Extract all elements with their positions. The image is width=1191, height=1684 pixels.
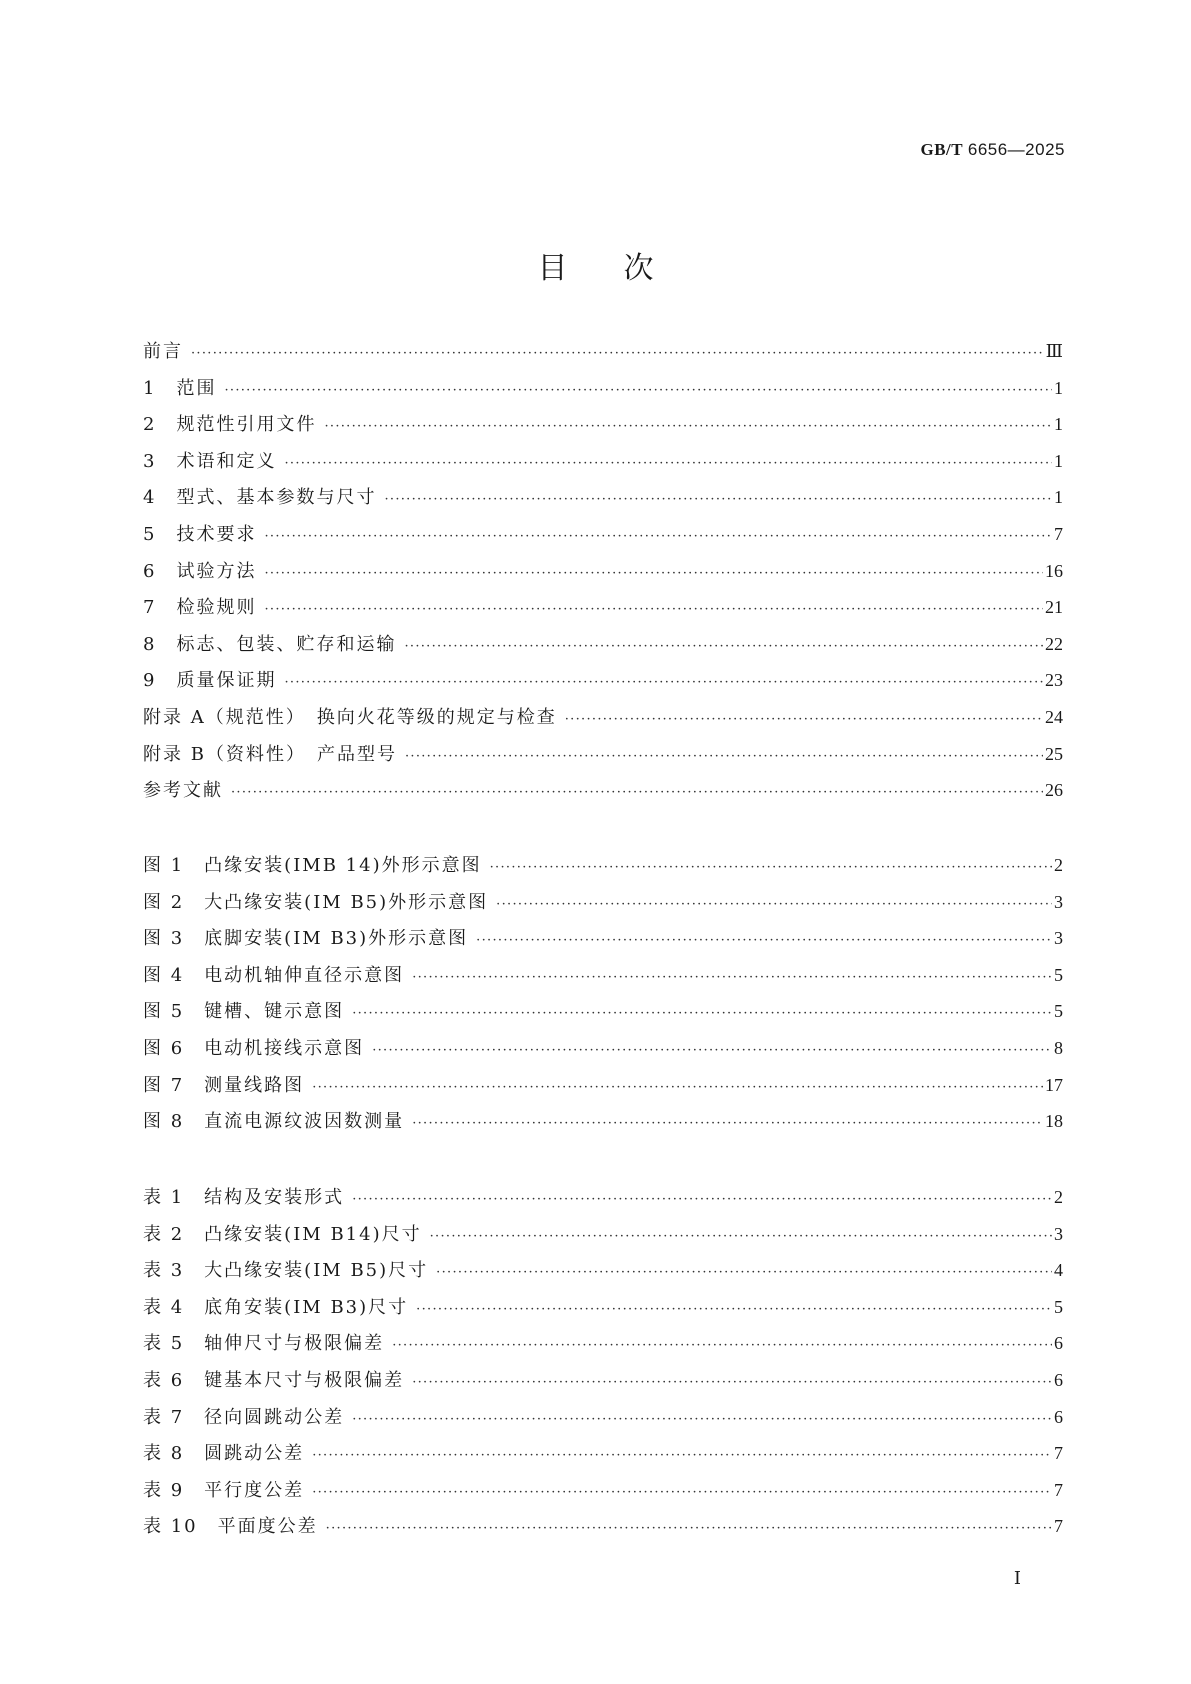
toc-entry-label: 图 3 底脚安装(IM B3)外形示意图 [143, 928, 469, 950]
toc-entry[interactable] [143, 1183, 1063, 1220]
toc-entry[interactable] [143, 997, 1063, 1034]
toc-entry-page: 21 [1045, 597, 1063, 618]
toc-entry[interactable] [143, 410, 1063, 447]
toc-entry-page: Ⅲ [1045, 341, 1063, 361]
toc-leader-dots [412, 1116, 1043, 1131]
toc-entry-page: 18 [1045, 1111, 1063, 1132]
toc-entry-label: 1 范围 [143, 377, 217, 399]
toc-leader-dots [352, 1192, 1052, 1207]
toc-entry[interactable] [143, 1403, 1063, 1440]
toc-leader-dots [405, 749, 1043, 764]
toc-entry[interactable] [143, 1366, 1063, 1403]
toc-leader-dots [476, 933, 1052, 948]
toc-leader-dots [496, 897, 1052, 912]
toc-entry-page: 16 [1045, 560, 1063, 581]
toc-entry[interactable] [143, 961, 1063, 998]
toc-entry[interactable] [143, 1071, 1063, 1108]
toc-entry-label: 表 6 键基本尺寸与极限偏差 [143, 1369, 405, 1391]
toc-leader-dots [284, 456, 1052, 471]
toc-main-list [143, 337, 1063, 813]
toc-entry[interactable] [143, 630, 1063, 667]
toc-leader-dots [565, 712, 1043, 727]
toc-leader-dots [312, 1485, 1052, 1500]
toc-entry[interactable] [143, 447, 1063, 484]
toc-leader-dots [490, 860, 1052, 875]
toc-entry[interactable] [143, 1034, 1063, 1071]
toc-entry-label: 前言 [143, 341, 183, 362]
toc-entry-page: 1 [1054, 377, 1063, 398]
toc-entry-label: 表 7 径向圆跳动公差 [143, 1406, 345, 1428]
toc-entry-label: 参考文献 [143, 780, 223, 802]
toc-entry-page: 6 [1054, 1406, 1063, 1427]
toc-entry-label: 8 标志、包装、贮存和运输 [143, 633, 397, 655]
toc-entry-page: 3 [1054, 891, 1063, 912]
toc-entry[interactable] [143, 374, 1063, 411]
toc-entry-page: 7 [1054, 1443, 1063, 1464]
toc-entry-page: 7 [1054, 523, 1063, 544]
toc-entry-label: 图 2 大凸缘安装(IM B5)外形示意图 [143, 891, 489, 913]
toc-entry-page: 2 [1054, 1187, 1063, 1207]
page-title: 目次 [537, 251, 710, 286]
toc-entry-page: 1 [1054, 450, 1063, 471]
toc-entry-label: 7 检验规则 [143, 597, 257, 619]
toc-entry-page: 26 [1045, 780, 1063, 801]
toc-entry[interactable] [143, 1107, 1063, 1144]
toc-entry-page: 23 [1045, 670, 1063, 691]
toc-entry[interactable] [143, 776, 1063, 813]
toc-entry-page: 6 [1054, 1369, 1063, 1390]
toc-entry-page: 7 [1054, 1516, 1063, 1537]
toc-entry[interactable] [143, 1512, 1063, 1549]
toc-entry[interactable] [143, 337, 1063, 374]
toc-entry[interactable] [143, 1439, 1063, 1476]
toc-entry-page: 7 [1054, 1479, 1063, 1500]
toc-entry[interactable] [143, 1220, 1063, 1257]
toc-entry-label: 9 质量保证期 [143, 670, 277, 692]
toc-entry-page: 5 [1054, 1296, 1063, 1317]
toc-leader-dots [384, 492, 1052, 507]
toc-entry-label: 附录 B（资料性） 产品型号 [143, 743, 397, 765]
toc-leader-dots [352, 1412, 1052, 1427]
toc-entry[interactable] [143, 888, 1063, 925]
toc-leader-dots [416, 1302, 1052, 1317]
standard-code-number: 6656—2025 [967, 140, 1065, 159]
toc-entry-label: 表 9 平行度公差 [143, 1479, 305, 1501]
toc-entry-label: 图 7 测量线路图 [143, 1074, 305, 1096]
toc-entry-label: 图 8 直流电源纹波因数测量 [143, 1111, 405, 1133]
toc-tables-list [143, 1183, 1063, 1549]
toc-entry[interactable] [143, 520, 1063, 557]
toc-entry-label: 表 10 平面度公差 [143, 1516, 318, 1538]
toc-leader-dots [224, 383, 1052, 398]
toc-leader-dots [191, 346, 1044, 361]
toc-entry-label: 表 4 底角安装(IM B3)尺寸 [143, 1296, 409, 1318]
toc-entry[interactable] [143, 593, 1063, 630]
toc-entry-label: 图 5 键槽、键示意图 [143, 1001, 345, 1023]
toc-entry-label: 图 1 凸缘安装(IMB 14)外形示意图 [143, 855, 482, 876]
toc-leader-dots [404, 639, 1043, 654]
toc-leader-dots [326, 1521, 1052, 1536]
toc-entry-label: 表 3 大凸缘安装(IM B5)尺寸 [143, 1260, 429, 1282]
toc-leader-dots [372, 1043, 1052, 1058]
toc-entry[interactable] [143, 1476, 1063, 1513]
toc-entry-page: 17 [1045, 1074, 1063, 1095]
toc-leader-dots [312, 1448, 1052, 1463]
toc-entry[interactable] [143, 483, 1063, 520]
toc-entry[interactable] [143, 924, 1063, 961]
toc-leader-dots [412, 1375, 1052, 1390]
toc-leader-dots [284, 675, 1043, 690]
toc-entry-page: 5 [1054, 964, 1063, 985]
toc-leader-dots [436, 1265, 1052, 1280]
toc-entry-label: 2 规范性引用文件 [143, 414, 317, 436]
toc-entry[interactable] [143, 666, 1063, 703]
toc-entry-page: 3 [1054, 928, 1063, 949]
toc-entry-label: 图 4 电动机轴伸直径示意图 [143, 964, 405, 986]
toc-leader-dots [392, 1338, 1052, 1353]
toc-entry[interactable] [143, 740, 1063, 777]
toc-leader-dots [264, 602, 1043, 617]
toc-entry-label: 3 术语和定义 [143, 450, 277, 472]
toc-leader-dots [324, 419, 1052, 434]
toc-figures-list [143, 851, 1063, 1144]
toc-entry-page: 22 [1045, 633, 1063, 654]
standard-code [920, 140, 1065, 160]
toc-entry-label: 6 试验方法 [143, 560, 257, 582]
toc-leader-dots [264, 529, 1052, 544]
toc-leader-dots [430, 1229, 1052, 1244]
toc-entry[interactable] [143, 851, 1063, 888]
toc-leader-dots [312, 1080, 1043, 1095]
toc-leader-dots [412, 970, 1052, 985]
toc-entry-page: 8 [1054, 1037, 1063, 1058]
toc-leader-dots [231, 785, 1043, 800]
toc-entry-page: 2 [1054, 855, 1063, 875]
toc-entry-page: 6 [1054, 1333, 1063, 1354]
toc-entry-page: 1 [1054, 414, 1063, 435]
toc-entry-label: 5 技术要求 [143, 523, 257, 545]
toc-entry-label: 附录 A（规范性） 换向火花等级的规定与检查 [143, 706, 557, 728]
toc-entry[interactable] [143, 1329, 1063, 1366]
toc-entry-page: 3 [1054, 1223, 1063, 1244]
toc-entry-label: 4 型式、基本参数与尺寸 [143, 487, 377, 509]
toc-leader-dots [264, 566, 1043, 581]
toc-entry-label: 表 8 圆跳动公差 [143, 1443, 305, 1465]
toc-entry-label: 表 5 轴伸尺寸与极限偏差 [143, 1333, 385, 1355]
toc-entry-page: 1 [1054, 487, 1063, 508]
toc-entry-page: 4 [1054, 1260, 1063, 1281]
toc-entry[interactable] [143, 1256, 1063, 1293]
toc-entry[interactable] [143, 557, 1063, 594]
toc-entry-page: 25 [1045, 743, 1063, 764]
toc-entry[interactable] [143, 703, 1063, 740]
toc-leader-dots [352, 1006, 1052, 1021]
standard-code-prefix: GB/T [920, 140, 964, 159]
toc-entry-label: 表 2 凸缘安装(IM B14)尺寸 [143, 1223, 422, 1245]
toc-entry[interactable] [143, 1293, 1063, 1330]
toc-entry-page: 5 [1054, 1001, 1063, 1022]
toc-entry-label: 表 1 结构及安装形式 [143, 1187, 345, 1208]
toc-entry-label: 图 6 电动机接线示意图 [143, 1037, 365, 1059]
toc-entry-page: 24 [1045, 706, 1063, 727]
page-number: Ⅰ [1013, 1568, 1021, 1588]
